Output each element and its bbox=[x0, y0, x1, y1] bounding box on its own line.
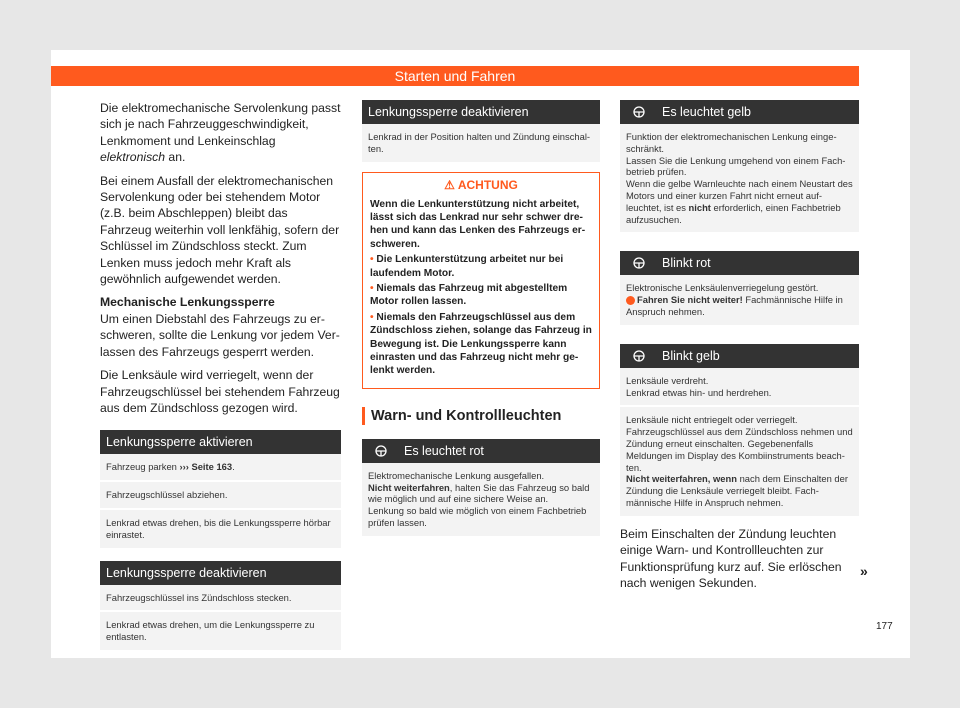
column-2 bbox=[362, 100, 600, 546]
page-number: 177 bbox=[876, 621, 893, 632]
table-lock-deactivate bbox=[100, 561, 341, 650]
table-header: Es leuchtet rot bbox=[362, 439, 600, 463]
warning-item: • Die Lenkunterstützung arbeitet nur bei laufendem Motor. bbox=[370, 254, 564, 279]
column-1 bbox=[100, 100, 341, 660]
table-header: Blinkt gelb bbox=[620, 344, 859, 368]
bullet-icon: • bbox=[370, 283, 377, 295]
table-row: Elektronische Lenksäulenverriegelung gestört. Fahren Sie nicht weiter! Fachmännische Hilfe in Anspruch nehmen. bbox=[626, 282, 843, 317]
warning-title: ⚠ ACHTUNG bbox=[444, 177, 518, 192]
table-row: Lenkrad etwas drehen, um die Lenkungssperre zu entlasten. bbox=[106, 619, 315, 643]
warning-box bbox=[362, 172, 600, 389]
page-header: Starten und Fahren bbox=[51, 66, 859, 86]
table-row: Fahrzeug parken ››› Seite 163. bbox=[100, 454, 341, 482]
table-row: Elektromechanische Lenkung ausgefallen. Nicht weiterfahren, halten Sie das Fahrzeug so bald wie möglich und auf eine sichere Weise an. Lenkung so bald wie möglich von einem Fachbetrieb prüfen lassen. bbox=[368, 469, 590, 529]
paragraph: Die Lenksäule wird verriegelt, wenn der Fahrzeugschlüssel bei stehendem Fahrzeug aus dem Zündschloss gezogen wird. bbox=[100, 368, 340, 415]
table-header: Lenkungssperre deaktivieren bbox=[362, 100, 600, 124]
table-row: Lenksäule nicht entriegelt oder verriegelt. Fahrzeugschlüssel aus dem Zündschloss nehmen und Zündung erneut einschalten. Gegebenenfalls Meldungen im Display des Kombiinstruments beachten. Nicht weiterfahren, wenn nach dem Einschalten der Zündung die Lenksäule verriegelt bleibt. Fachmännische Hilfe in Anspruch nehmen. bbox=[626, 414, 853, 508]
table-row: Lenkrad etwas drehen, bis die Lenkungssperre hörbar einrastet. bbox=[106, 516, 331, 540]
table-blink-red bbox=[620, 251, 859, 324]
table-lights-yellow bbox=[620, 100, 859, 232]
table-header: Es leuchtet gelb bbox=[620, 100, 859, 124]
steering-wheel-icon bbox=[632, 350, 646, 362]
page-link[interactable]: ››› Seite 163 bbox=[179, 461, 233, 473]
table-blink-yellow bbox=[620, 344, 859, 516]
paragraph: Um einen Diebstahl des Fahrzeugs zu erschweren, sollte die Lenkung vor jedem Verlassen des Fahrzeugs gesperrt werden. bbox=[100, 311, 340, 359]
steering-wheel-icon bbox=[374, 445, 388, 457]
warning-triangle-icon: ⚠ bbox=[444, 177, 458, 192]
table-lights-red bbox=[362, 439, 600, 536]
continue-icon: » bbox=[860, 563, 868, 579]
table-header: Lenkungssperre deaktivieren bbox=[100, 561, 341, 585]
closing-paragraph: Beim Einschalten der Zündung leuchten einige Warn- und Kontrollleuchten zur Funktionsprüfung kurz auf. Sie erlöschen nach wenigen Sekunden. bbox=[620, 526, 842, 590]
steering-wheel-icon bbox=[632, 257, 646, 269]
table-row: Lenkrad in der Position halten und Zündung einschalten. bbox=[368, 131, 591, 154]
paragraph: Die elektromechanische Servolenkung passt sich je nach Fahrzeuggeschwindigkeit, Lenkmoment und Lenkeinschlag elektronisch an. bbox=[100, 101, 341, 165]
paragraph: Bei einem Ausfall der elektromechanischen Servolenkung oder bei stehendem Motor (z.B. beim Abschleppen) bleibt das Fahrzeug weiterhin voll lenkfähig, sofern der Schlüssel im Zündschloss steckt. Zum Lenken muss jedoch mehr Kraft als gewöhnlich aufgewendet werden. bbox=[100, 173, 340, 287]
table-lock-activate bbox=[100, 430, 341, 547]
table-header: Blinkt rot bbox=[620, 251, 859, 275]
section-title: Warn- und Kontrollleuchten bbox=[362, 407, 600, 425]
table-lock-deactivate-cont bbox=[362, 100, 600, 162]
table-row: Lenksäule verdreht. Lenkrad etwas hin- und herdrehen. bbox=[620, 368, 859, 408]
column-3 bbox=[620, 100, 859, 598]
stop-icon bbox=[626, 296, 635, 305]
table-row: Fahrzeugschlüssel ins Zündschloss stecken. bbox=[100, 585, 341, 613]
table-row: Fahrzeugschlüssel abziehen. bbox=[100, 482, 341, 510]
table-header: Lenkungssperre aktivieren bbox=[100, 430, 341, 454]
warning-intro: Wenn die Lenkunterstützung nicht arbeitet, lässt sich das Lenkrad nur sehr schwer drehen und kann das Lenken des Fahrzeugs erschweren. bbox=[370, 198, 586, 250]
bullet-icon: • bbox=[370, 254, 377, 266]
table-row: Funktion der elektromechanischen Lenkung eingeschränkt. Lassen Sie die Lenkung umgehend von einem Fachbetrieb prüfen. Wenn die gelbe Warnleuchte nach einem Neustart des Motors und einer kurzen Fahrt nicht erneut aufleuchtet, ist es nicht erforderlich, einen Fachbetrieb aufzusuchen. bbox=[626, 131, 853, 225]
steering-wheel-icon bbox=[632, 106, 646, 118]
warning-item: • Niemals das Fahrzeug mit abgestelltem Motor rollen lassen. bbox=[370, 283, 568, 308]
warning-item: • Niemals den Fahrzeugschlüssel aus dem Zündschloss ziehen, solange das Fahrzeug in Bewegung ist. Die Lenkungssperre kann einrasten und das Fahrzeug nicht mehr gelenkt werden. bbox=[370, 311, 592, 377]
subheading: Mechanische Lenkungssperre bbox=[100, 295, 275, 310]
bullet-icon: • bbox=[370, 311, 377, 323]
